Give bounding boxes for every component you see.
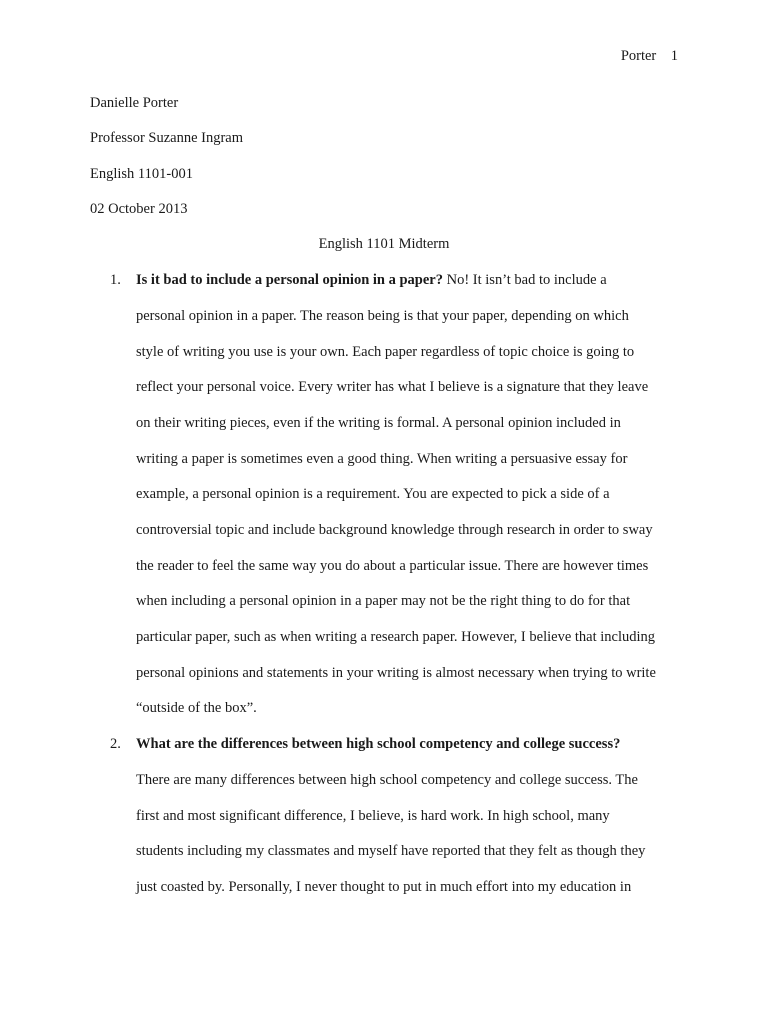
paragraph-line: controversial topic and include background knowledge through research in order to sway	[136, 522, 653, 538]
paragraph-line: personal opinions and statements in your writing is almost necessary when trying to write	[136, 665, 656, 681]
paragraph-line: There are many differences between high school competency and college success. The	[136, 772, 638, 788]
paragraph-line: particular paper, such as when writing a research paper. However, I believe that including	[136, 629, 656, 645]
paragraph-line: style of writing you use is your own. Each paper regardless of topic choice is going to	[136, 344, 635, 360]
running-head	[560, 46, 678, 66]
date: 02 October 2013	[90, 201, 188, 217]
paragraph-line: students including my classmates and myself have reported that they felt as though they	[136, 843, 646, 859]
paragraph-line: the reader to feel the same way you do about a particular issue. There are however times	[136, 558, 649, 574]
item-1-question: Is it bad to include a personal opinion in a paper?	[136, 272, 443, 288]
document-title: English 1101 Midterm	[318, 236, 450, 252]
paragraph-line: reflect your personal voice. Every writer has what I believe is a signature that they leave	[136, 379, 649, 395]
course-name: English 1101-001	[90, 166, 193, 182]
item-1-first-line	[136, 270, 607, 290]
item-2-number: 2.	[110, 736, 121, 752]
item-2-question: What are the differences between high school competency and college success?	[136, 736, 621, 752]
paragraph-line: on their writing pieces, even if the writing is formal. A personal opinion included in	[136, 415, 621, 431]
paragraph-line: writing a paper is sometimes even a good thing. When writing a persuasive essay for	[136, 451, 628, 467]
paragraph-line: just coasted by. Personally, I never thought to put in much effort into my education in	[136, 879, 632, 895]
item-1-number: 1.	[110, 272, 121, 288]
paragraph-line: “outside of the box”.	[136, 700, 257, 716]
paragraph-line: personal opinion in a paper. The reason being is that your paper, depending on which	[136, 308, 629, 324]
paragraph-line: when including a personal opinion in a paper may not be the right thing to do for that	[136, 593, 631, 609]
running-head-name: Porter	[620, 48, 657, 64]
paragraph-line: first and most significant difference, I believe, is hard work. In high school, many	[136, 808, 610, 824]
student-name: Danielle Porter	[90, 95, 179, 111]
professor-name: Professor Suzanne Ingram	[90, 130, 244, 146]
item-1-answer-start: No! It isn’t bad to include a	[443, 272, 607, 288]
item-2-first-line	[136, 734, 620, 754]
paragraph-line: example, a personal opinion is a requirement. You are expected to pick a side of a	[136, 486, 610, 502]
page-number: 1	[670, 48, 678, 64]
